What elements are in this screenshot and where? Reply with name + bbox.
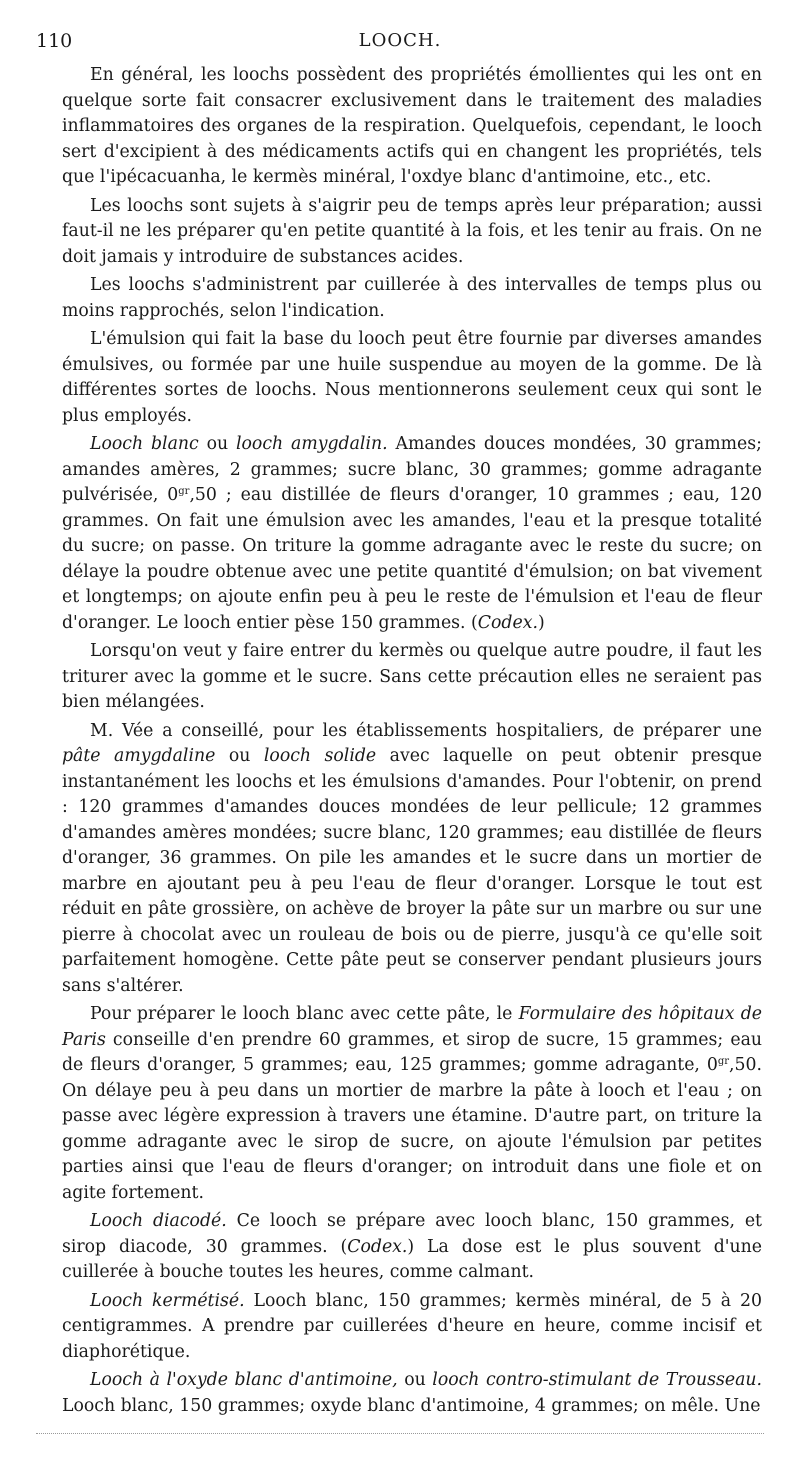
paragraph-looch-blanc: Looch blanc ou looch amygdalin. Amandes douces mondées, 30 grammes; amandes amères, 2 grammes; sucre blanc, 30 grammes; gomme adragante pulvérisée, $0^{gr},50$ ; eau distillée de fleurs d'oranger, 10 grammes ; eau, 120 grammes. On fait une émulsion avec les amandes, l'eau et la presque totalité du sucre; on passe. On triture la gomme adragante avec le reste du sucre; on délaye la poudre obtenue avec une petite quantité d'émulsion; on bat vivement et longtemps; on ajoute enfin peu à peu le reste de l'émulsion et l'eau de fleur d'oranger. Le looch entier pèse 150 grammes. (Codex.) <box>62 434 762 633</box>
paragraph: En général, les loochs possèdent des propriétés émollientes qui les ont en quelque sorte fait consacrer exclusivement dans le traitement des maladies inflammatoires des organes de la respiration. Quelquefois, cependant, le looch sert d'excipient à des médicaments actifs qui en changent les propriétés, tels que l'ipécacuanha, le kermès minéral, l'oxdye blanc d'antimoine, etc., etc. <box>62 65 762 187</box>
codex-reference: Codex. <box>477 612 538 633</box>
paragraph: Lorsqu'on veut y faire entrer du kermès ou quelque autre poudre, il faut les triturer avec la gomme et le sucre. Sans cette précaution elles ne seraient pas bien mélangées. <box>62 641 762 712</box>
paragraph: Les loochs sont sujets à s'aigrir peu de temps après leur préparation; aussi faut-il ne les préparer qu'en petite quantité à la fois, et les tenir au frais. On ne doit jamais y introduire de substances acides. <box>62 195 762 267</box>
recipe-title: looch contro-stimulant de Trousseau. <box>432 1370 763 1390</box>
paragraph-formulaire: Pour préparer le looch blanc avec cette pâte, le Formulaire des hôpitaux de Paris conseille d'en prendre 60 grammes, et sirop de sucre, 15 grammes; eau de fleurs d'oranger, 5 grammes; eau, 125 grammes; gomme adragante, $0^{gr},50$. On délaye peu à peu dans un mortier de marbre la pâte à looch et l'eau ; on passe avec légère expression à travers une étamine. D'autre part, on triture la gomme adragante avec le sirop de sucre, on ajoute l'émulsion par petites parties ainsi que l'eau de fleurs d'oranger; on introduit dans une fiole et on agite fortement. <box>62 1004 763 1203</box>
page-number: 110 <box>36 30 73 52</box>
paragraph: Les loochs s'administrent par cuillerée à des intervalles de temps plus ou moins rapprochés, selon l'indication. <box>62 275 762 321</box>
paragraph: L'émulsion qui fait la base du looch peut être fournie par diverses amandes émulsives, ou formée par une huile suspendue au moyen de la gomme. De là différentes sortes de loochs. Nous mentionnerons seulement ceux qui sont le plus employés. <box>62 329 762 426</box>
paragraph-pate-amygdaline: M. Vée a conseillé, pour les établissements hospitaliers, de préparer une pâte amygdaline ou looch solide avec laquelle on peut obtenir presque instantanément les loochs et les émulsions d'amandes. Pour l'obtenir, on prend : 120 grammes d'amandes douces mondées de leur pellicule; 12 grammes d'amandes amères mondées; sucre blanc, 120 grammes; eau distillée de fleurs d'oranger, 36 grammes. On pile les amandes et le sucre dans un mortier de marbre en ajoutant peu à peu l'eau de fleur d'oranger. Lorsque le tout est réduit en pâte grossière, on achève de broyer la pâte sur un marbre ou sur une pierre à chocolat avec un rouleau de bois ou de pierre, jusqu'à ce qu'elle soit parfaitement homogène. Cette pâte peut se conserver pendant plusieurs jours sans s'altérer. <box>62 720 762 996</box>
running-title: LOOCH. <box>358 30 442 51</box>
recipe-title: Looch kermétisé. <box>90 1290 245 1311</box>
footer-dotted-rule <box>36 1433 764 1434</box>
recipe-title: looch amygdalin. <box>236 434 388 454</box>
paragraph-looch-kermetise: Looch kermétisé. Looch blanc, 150 grammes; kermès minéral, de 5 à 20 centigrammes. A prendre par cuillerées d'heure en heure, comme incisif et diaphorétique. <box>62 1290 762 1362</box>
recipe-title: Looch diacodé. <box>90 1211 227 1231</box>
paragraph-looch-antimoine: Looch à l'oxyde blanc d'antimoine, ou looch contro-stimulant de Trousseau. Looch blanc, 150 grammes; oxyde blanc d'antimoine, 4 grammes; on mêle. Une <box>62 1370 763 1416</box>
codex-reference: Codex. <box>347 1236 408 1257</box>
body-text <box>62 63 762 1422</box>
recipe-title: Looch blanc <box>90 434 199 454</box>
paragraph-looch-diacode: Looch diacodé. Ce looch se prépare avec looch blanc, 150 grammes, et sirop diacode, 30 grammes. (Codex.) La dose est le plus souvent d'une cuillerée à bouche toutes les heures, comme calmant. <box>62 1211 763 1282</box>
page-header <box>36 30 764 58</box>
recipe-title: Looch à l'oxyde blanc d'antimoine, <box>90 1370 398 1390</box>
